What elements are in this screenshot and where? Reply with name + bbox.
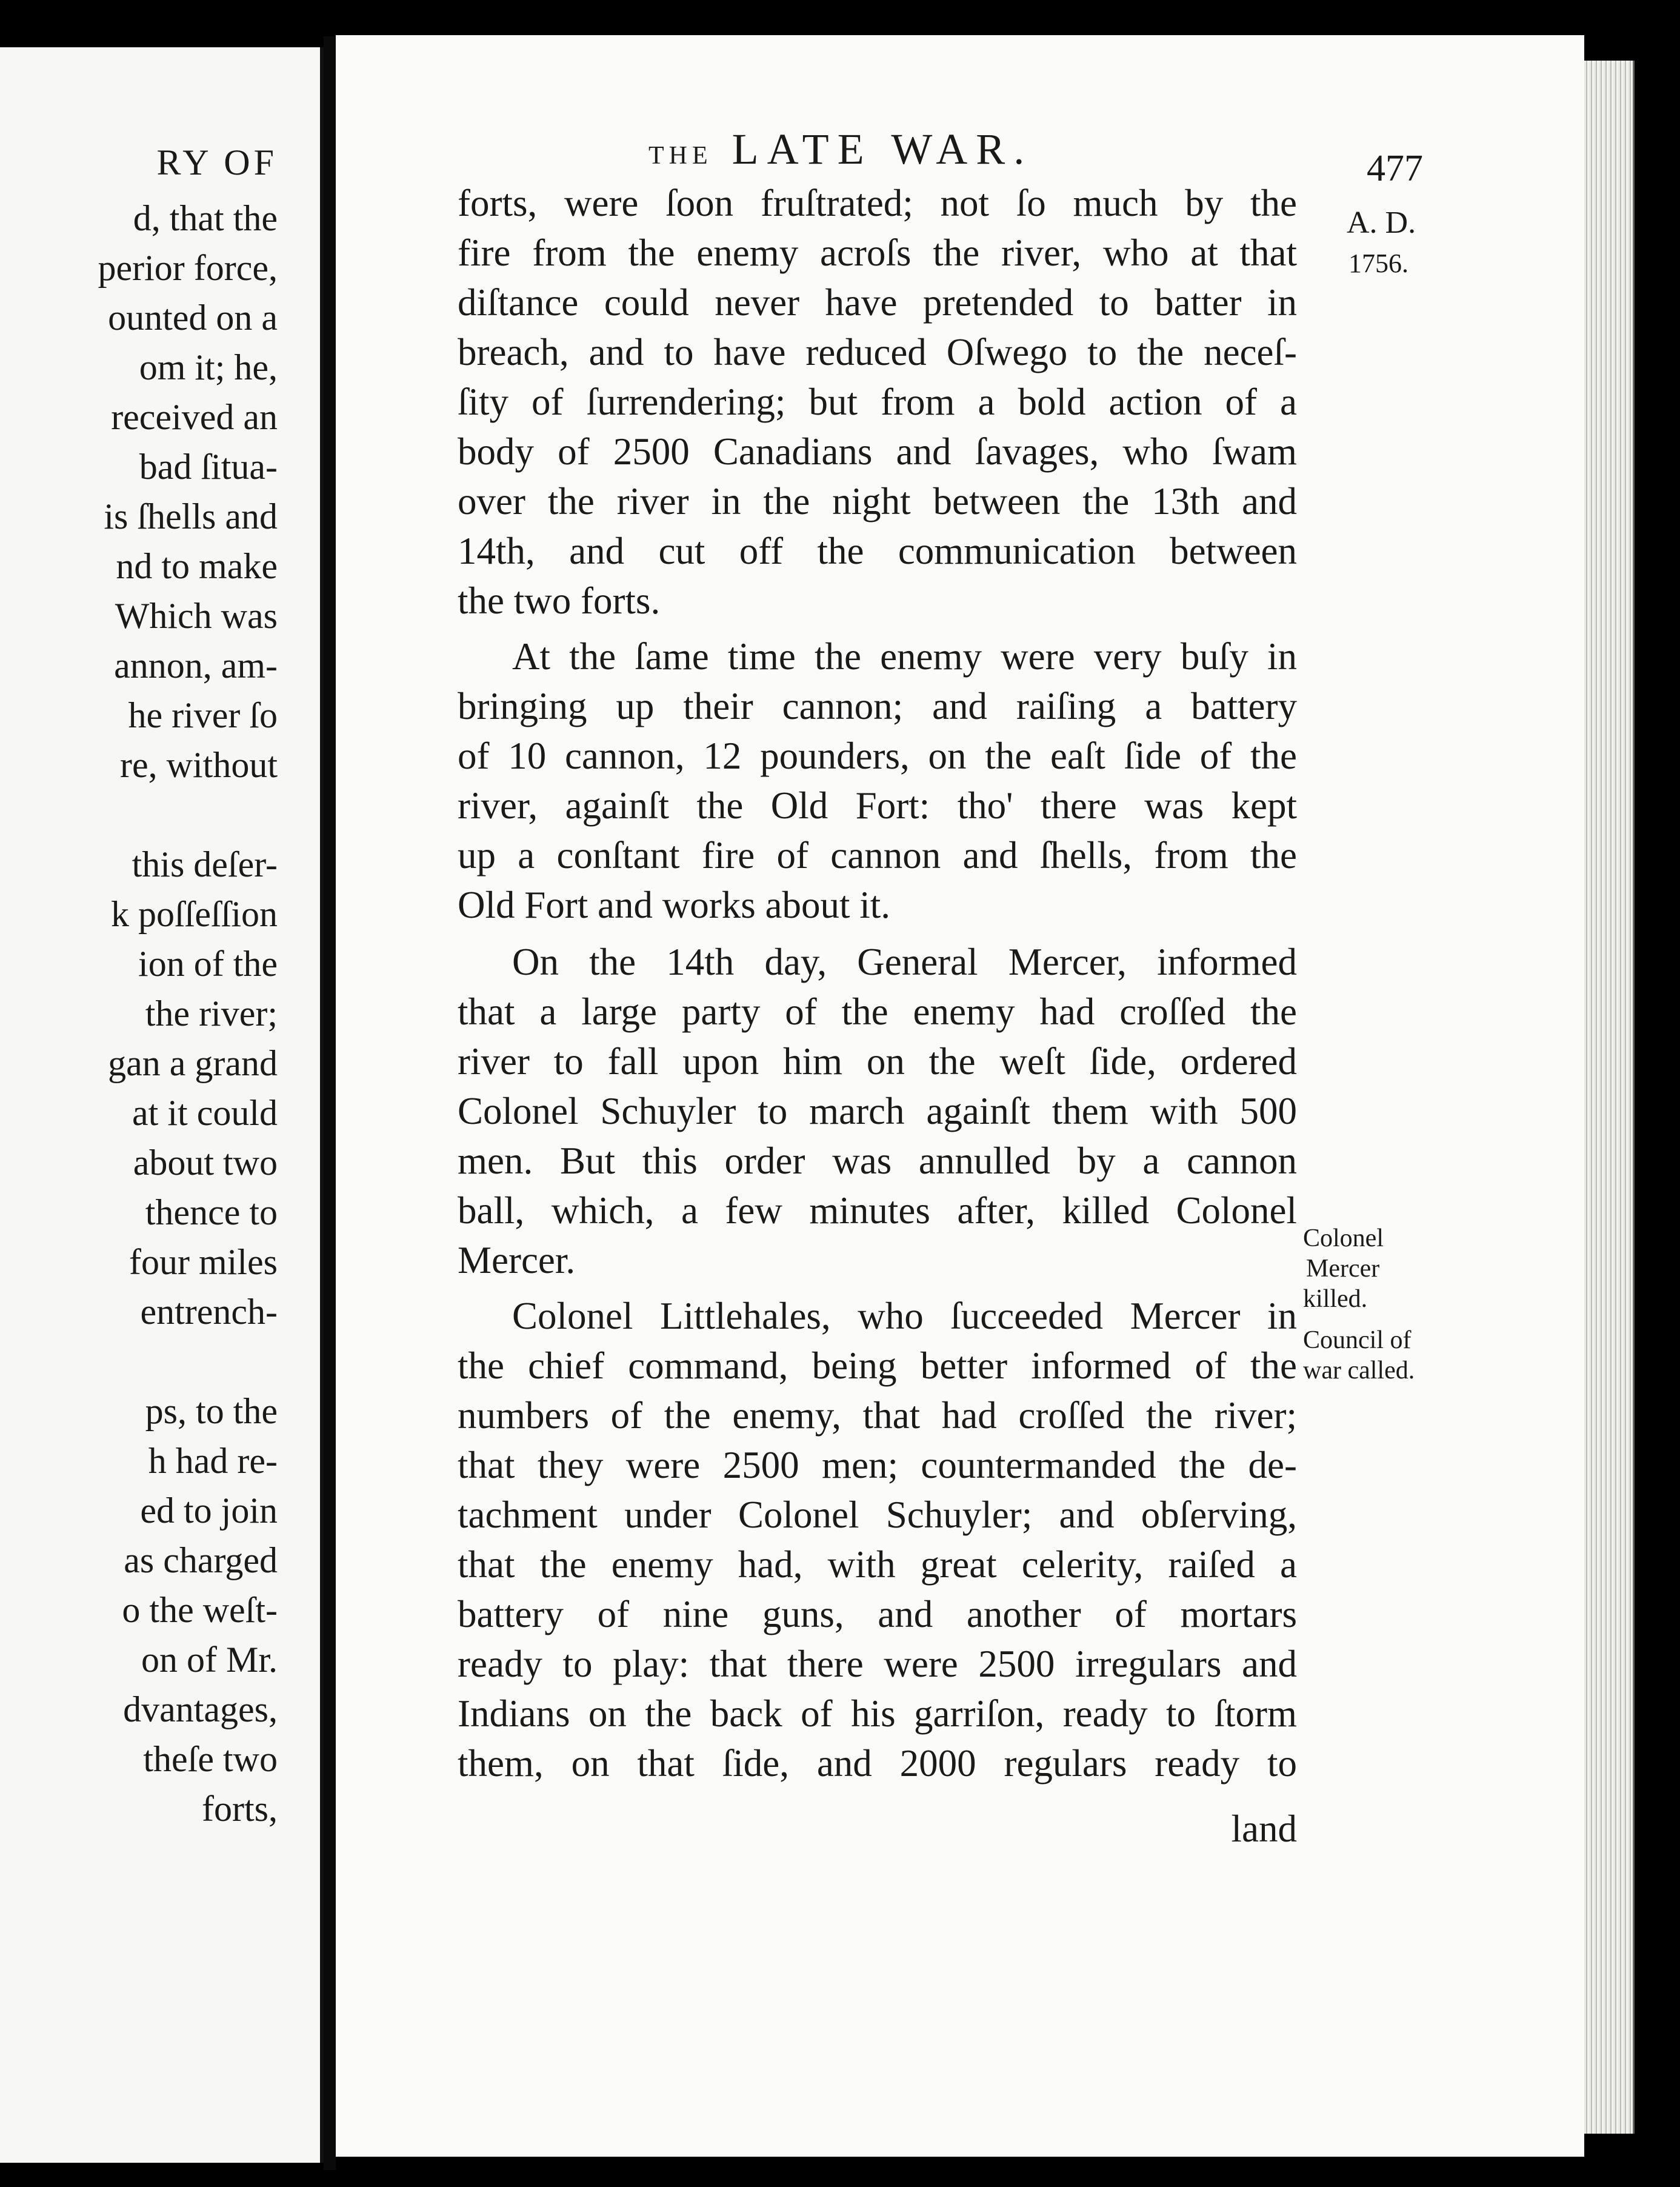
text-line: the chief command, being better informed of the (458, 1344, 1297, 1387)
text-line: ready to play: that there were 2500 irregulars and (458, 1643, 1297, 1685)
left-line: this deſer- (132, 844, 278, 884)
left-line: the river; (145, 993, 278, 1033)
margin-note-council: Council of (1303, 1326, 1412, 1354)
page-edges (1584, 61, 1635, 2134)
text-line: battery of nine guns, and another of mortars (458, 1593, 1297, 1635)
left-line: received an (111, 397, 278, 437)
left-line: om it; he, (139, 347, 278, 387)
text-line: the two forts. (458, 579, 661, 622)
page-number: 477 (1367, 148, 1423, 189)
left-line: gan a grand (108, 1043, 278, 1083)
text-line: Colonel Schuyler to march againſt them with 500 (458, 1090, 1297, 1132)
text-line: that they were 2500 men; countermanded the de- (458, 1444, 1297, 1486)
text-line: of 10 cannon, 12 pounders, on the eaſt ſide of the (458, 735, 1297, 777)
margin-year: 1756. (1348, 249, 1408, 278)
running-head (648, 124, 1033, 175)
margin-note-mercer: Colonel (1303, 1224, 1384, 1252)
left-line: Which was (115, 596, 278, 636)
running-head-title: LATE WAR. (732, 125, 1033, 173)
left-line: at it could (132, 1093, 278, 1133)
text-line: On the 14th day, General Mercer, informed (512, 941, 1297, 983)
text-line: numbers of the enemy, that had croſſed the river; (458, 1394, 1297, 1437)
left-line: as charged (124, 1540, 278, 1580)
left-line: d, that the (133, 198, 278, 238)
text-line: river, againſt the Old Fort: tho' there was kept (458, 784, 1297, 827)
text-line: 14th, and cut off the communication between (458, 530, 1297, 572)
left-line: re, without (120, 745, 278, 785)
text-line: up a conſtant fire of cannon and ſhells, from the (458, 834, 1297, 876)
book-gutter (324, 36, 336, 2170)
left-line: bad ſitua- (139, 447, 278, 487)
text-line: that a large party of the enemy had croſſed the (458, 990, 1297, 1033)
text-line: Indians on the back of his garriſon, ready to ſtorm (458, 1692, 1297, 1735)
left-line: entrench- (140, 1292, 278, 1332)
text-line: Mercer. (458, 1239, 576, 1281)
left-line: forts, (202, 1789, 278, 1829)
text-line: breach, and to have reduced Oſwego to the neceſ- (458, 331, 1297, 373)
left-line: nd to make (116, 546, 278, 586)
left-line: ounted on a (108, 298, 278, 338)
text-line: river to fall upon him on the weſt ſide, ordered (458, 1040, 1297, 1083)
left-line: on of Mr. (141, 1640, 278, 1680)
left-page (0, 47, 324, 2163)
margin-note-mercer: Mercer (1306, 1255, 1380, 1283)
text-line: ſity of ſurrendering; but from a bold action of a (458, 381, 1297, 423)
text-line: forts, were ſoon fruſtrated; not ſo much by the (458, 182, 1297, 224)
text-line: Colonel Littlehales, who ſucceeded Mercer in (512, 1295, 1297, 1337)
left-line: ion of the (138, 944, 278, 984)
left-line: perior force, (98, 248, 278, 288)
text-line: men. But this order was annulled by a cannon (458, 1140, 1297, 1182)
left-line: ps, to the (145, 1391, 278, 1431)
text-line: fire from the enemy acroſs the river, who at that (458, 232, 1297, 274)
left-line: theſe two (143, 1739, 278, 1779)
text-line: that the enemy had, with great celerity, raiſed a (458, 1543, 1297, 1586)
left-line: h had re- (148, 1441, 278, 1481)
catchword: land (1231, 1808, 1297, 1850)
running-head-prefix: THE (648, 142, 713, 170)
left-line: o the weſt- (122, 1590, 278, 1630)
text-line: tachment under Colonel Schuyler; and obſerving, (458, 1494, 1297, 1536)
left-line: ed to join (140, 1491, 278, 1531)
text-line: over the river in the night between the 13th and (458, 480, 1297, 523)
text-line: At the ſame time the enemy were very buſy in (512, 635, 1297, 678)
left-line: k poſſeſſion (111, 894, 278, 934)
left-line: dvantages, (123, 1689, 278, 1729)
left-line: is ſhells and (104, 496, 278, 536)
text-line: Old Fort and works about it. (458, 884, 890, 926)
left-line: about two (133, 1143, 278, 1183)
left-line: annon, am- (114, 646, 278, 686)
margin-year-label: A. D. (1347, 205, 1416, 240)
text-line: them, on that ſide, and 2000 regulars ready to (458, 1742, 1297, 1785)
margin-note-council: war called. (1303, 1357, 1415, 1384)
left-line: he river ſo (128, 695, 278, 735)
left-line: four miles (129, 1242, 278, 1282)
text-line: bringing up their cannon; and raiſing a battery (458, 685, 1297, 727)
text-line: diſtance could never have pretended to batter in (458, 281, 1297, 324)
left-line: RY OF (156, 142, 278, 182)
text-line: ball, which, a few minutes after, killed Colonel (458, 1189, 1297, 1232)
margin-note-mercer: killed. (1303, 1285, 1368, 1313)
left-line: thence to (145, 1192, 278, 1232)
text-line: body of 2500 Canadians and ſavages, who ſwam (458, 430, 1297, 473)
